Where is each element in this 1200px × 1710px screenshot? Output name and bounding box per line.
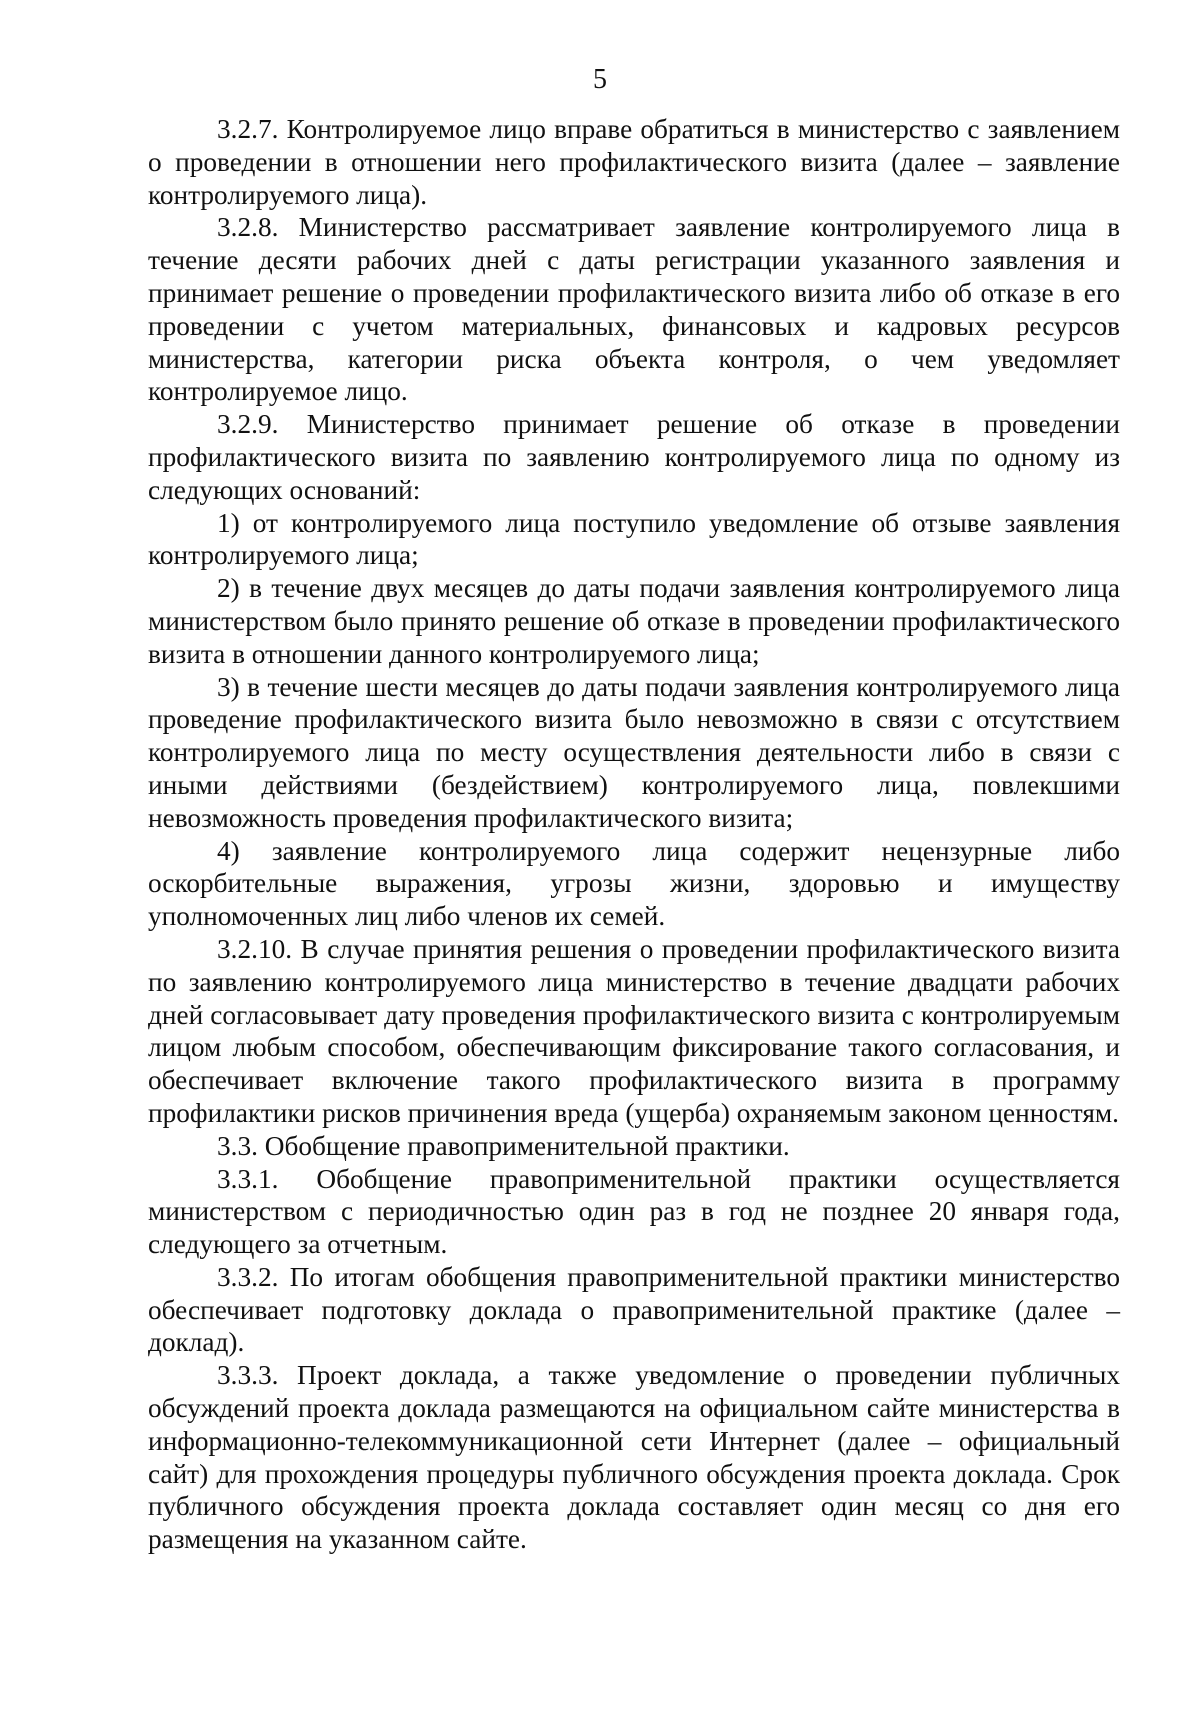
paragraph-3-3-1: 3.3.1. Обобщение правоприменительной практики осуществляется министерством с периодичностью один раз в год не позднее 20 января года, следующего за отчетным. — [148, 1163, 1120, 1260]
section-heading-3-3: 3.3. Обобщение правоприменительной практики. — [217, 1130, 790, 1161]
paragraph-3-2-10: 3.2.10. В случае принятия решения о проведении профилактического визита по заявлению контролируемого лица министерство в течение двадцати рабочих дней согласовывает дату проведения профилактического визита с контролируемым лицом любым способом, обеспечивающим фиксирование такого согласования, и обеспечивает включение такого профилактического визита в программу профилактики рисков причинения вреда (ущерба) охраняемым законом ценностям. — [148, 933, 1120, 1128]
list-item-4: 4) заявление контролируемого лица содержит нецензурные либо оскорбительные выражения, угрозы жизни, здоровью и имуществу уполномоченных лиц либо членов их семей. — [148, 835, 1120, 932]
list-item-3: 3) в течение шести месяцев до даты подачи заявления контролируемого лица проведение профилактического визита было невозможно в связи с отсутствием контролируемого лица по месту осуществления деятельности либо в связи с иными действиями (бездействием) контролируемого лица, повлекшими невозможность проведения профилактического визита; — [148, 671, 1120, 833]
paragraph-3-3-2: 3.3.2. По итогам обобщения правоприменительной практики министерство обеспечивает подготовку доклада о правоприменительной практике (далее – доклад). — [148, 1261, 1120, 1358]
paragraph-3-2-8: 3.2.8. Министерство рассматривает заявление контролируемого лица в течение десяти рабочих дней с даты регистрации указанного заявления и принимает решение о проведении профилактического визита либо об отказе в его проведении с учетом материальных, финансовых и кадровых ресурсов министерства, категории риска объекта контроля, о чем уведомляет контролируемое лицо. — [148, 212, 1120, 407]
page-number: 5 — [593, 64, 607, 95]
list-item-1: 1) от контролируемого лица поступило уведомление об отзыве заявления контролируемого лица; — [148, 507, 1120, 571]
list-item-2: 2) в течение двух месяцев до даты подачи заявления контролируемого лица министерством было принято решение об отказе в проведении профилактического визита в отношении данного контролируемого лица; — [148, 573, 1120, 669]
paragraph-3-2-9: 3.2.9. Министерство принимает решение об отказе в проведении профилактического визита по заявлению контролируемого лица по одному из следующих оснований: — [148, 409, 1120, 505]
paragraph-3-3-3: 3.3.3. Проект доклада, а также уведомление о проведении публичных обсуждений проекта доклада размещаются на официальном сайте министерства в информационно-телекоммуникационной сети Интернет (далее – официальный сайт) для прохождения процедуры публичного обсуждения проекта доклада. Срок публичного обсуждения проекта доклада составляет один месяц со дня его размещения на указанном сайте. — [148, 1360, 1120, 1555]
paragraph-3-2-7: 3.2.7. Контролируемое лицо вправе обратиться в министерство с заявлением о проведении в отношении него профилактического визита (далее – заявление контролируемого лица). — [148, 114, 1120, 210]
document-body — [148, 113, 1120, 1556]
